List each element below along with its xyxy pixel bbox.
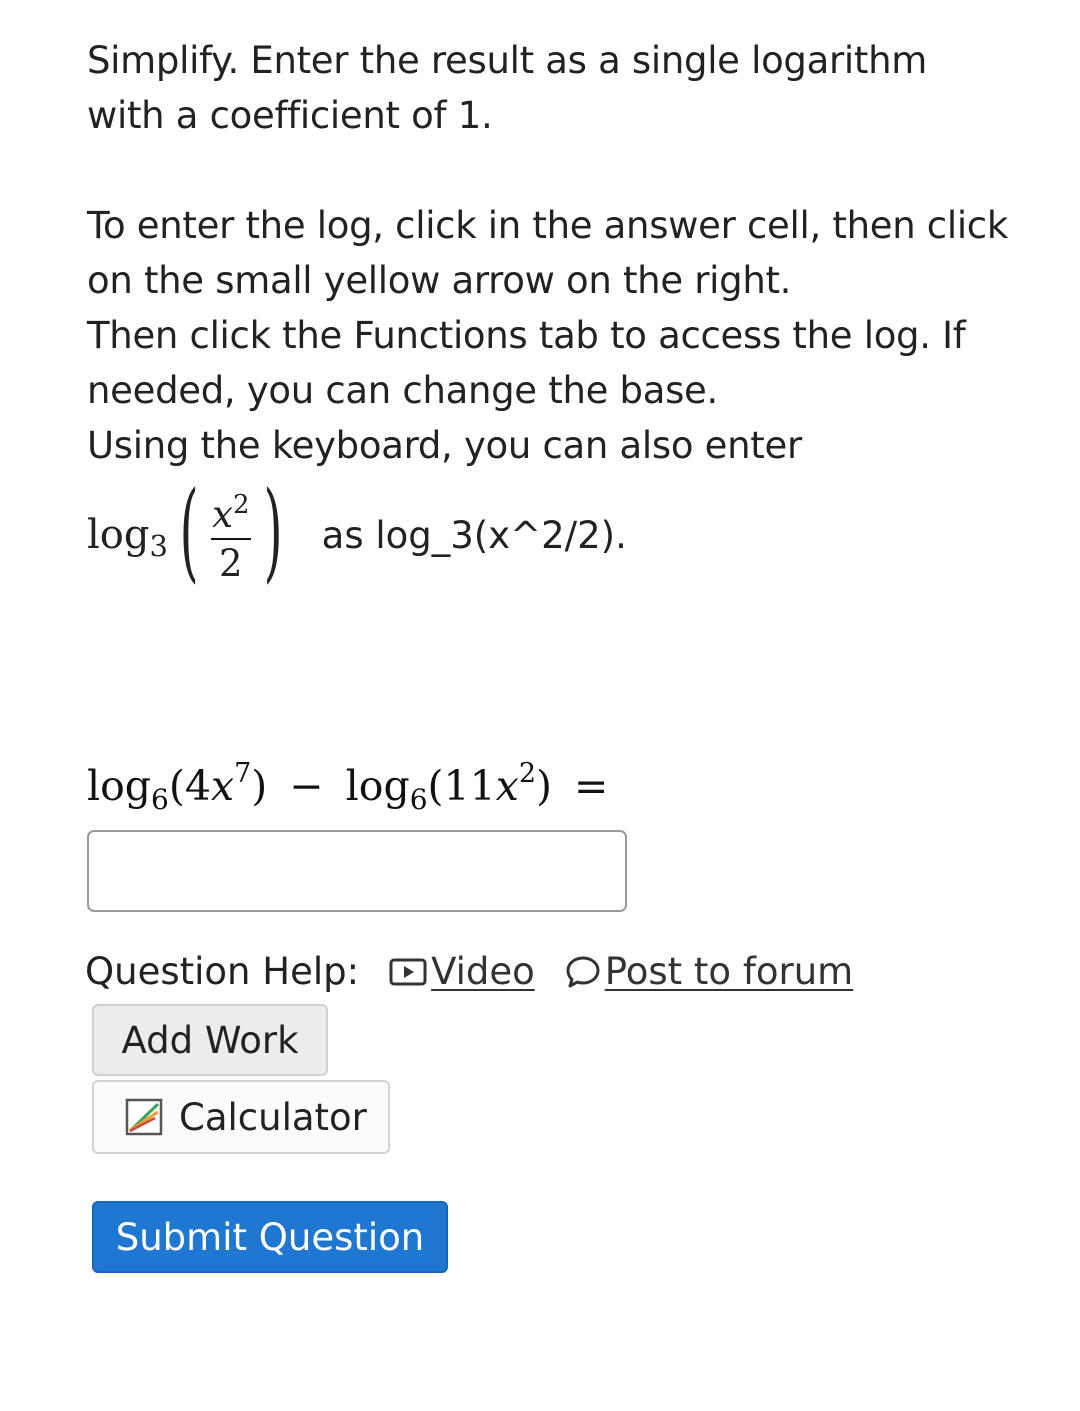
instruction-line: needed, you can change the base.: [87, 369, 718, 412]
calculator-button-label: Calculator: [179, 1095, 367, 1139]
example-log-base: 3: [149, 528, 168, 563]
term2-coefficient: 11: [443, 762, 496, 810]
instruction-line: Using the keyboard, you can also enter: [87, 424, 802, 467]
problem-log-base: 6: [409, 783, 428, 816]
numerator-exponent: 2: [232, 490, 250, 520]
answer-input[interactable]: [87, 830, 627, 912]
calculator-button[interactable]: [92, 1080, 390, 1154]
problem-log-word: log: [345, 762, 410, 810]
example-log: [87, 512, 168, 563]
example-numerator: [204, 490, 257, 538]
instruction-line: on the small yellow arrow on the right.: [87, 259, 792, 302]
log-example: [87, 469, 627, 602]
example-denominator: 2: [211, 538, 251, 584]
instruction-line: Simplify. Enter the result as a single logarithm: [87, 39, 927, 82]
spacer: [87, 143, 1047, 198]
example-fraction: [204, 490, 257, 584]
term2-exponent: 2: [518, 758, 536, 789]
question-help-label: Question Help:: [85, 950, 360, 993]
forum-link-label: Post to forum: [604, 950, 854, 993]
equals-sign: =: [574, 762, 609, 810]
term1-coefficient: 4: [184, 762, 211, 810]
video-link-label: Video: [431, 950, 535, 993]
question-help: [85, 950, 853, 993]
term1-variable: x: [210, 762, 235, 810]
instruction-line: To enter the log, click in the answer cell, then click: [87, 204, 1008, 247]
instructions: [87, 33, 1047, 473]
instruction-line: Then click the Functions tab to access the log. If: [87, 314, 966, 357]
post-to-forum-link[interactable]: [565, 950, 853, 993]
video-icon: [389, 958, 427, 986]
example-keyboard-text: as log_3(x^2/2).: [321, 513, 627, 557]
instruction-line: with a coefficient of 1.: [87, 94, 493, 137]
submit-question-button[interactable]: Submit Question: [92, 1201, 448, 1273]
minus-sign: −: [289, 762, 324, 810]
speech-bubble-icon: [565, 954, 601, 990]
problem-log-word: log: [87, 762, 152, 810]
problem-log-base: 6: [151, 783, 169, 816]
term2-variable: x: [495, 762, 519, 810]
graph-icon: [125, 1098, 163, 1136]
left-paren: (: [179, 469, 199, 594]
term1-exponent: 7: [234, 758, 252, 789]
right-paren: ): [263, 469, 283, 594]
numerator-variable: x: [212, 493, 233, 536]
example-log-word: log: [87, 511, 150, 558]
problem-expression: $\log_6(4x^7) - \log_6(11x^2)$ =: [87, 758, 609, 816]
video-link[interactable]: [389, 950, 535, 993]
add-work-button[interactable]: Add Work: [92, 1004, 328, 1076]
